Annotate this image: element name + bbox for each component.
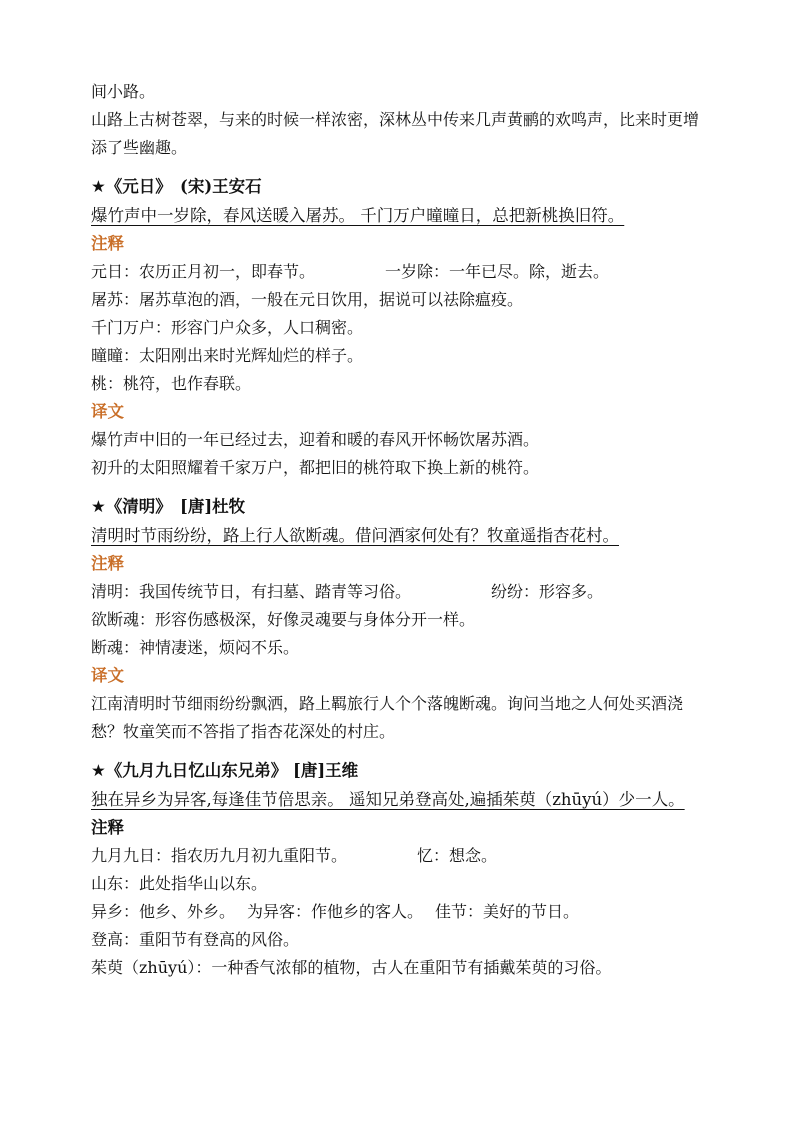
poem-text: 爆竹声中一岁除，春风送暖入屠苏。 千门万户曈曈日，总把新桃换旧符。 [91, 206, 625, 225]
poem-title [91, 756, 711, 786]
poem-title-text: 《清明》 [唐]杜牧 [105, 497, 246, 516]
note-line: 茱萸（zhūyú）：一种香气浓郁的植物，古人在重阳节有插戴茱萸的习俗。 [91, 958, 612, 977]
notes-heading: 注释 [91, 554, 124, 573]
poem-title-text: 《九月九日忆山东兄弟》 [唐]王维 [105, 761, 359, 780]
translation-heading: 译文 [91, 402, 124, 421]
translation-line: 江南清明时节细雨纷纷飘洒，路上羁旅行人个个落魄断魂。询问当地之人何处买酒浇愁？牧童笑而不答指了指杏花深处的村庄。 [91, 694, 684, 741]
poem-text: 清明时节雨纷纷，路上行人欲断魂。借问酒家何处有？牧童遥指杏花村。 [91, 526, 619, 545]
note-line: 千门万户：形容门户众多，人口稠密。 [91, 318, 364, 337]
star-icon: ★ [91, 761, 106, 780]
note-line: 屠苏：屠苏草泡的酒，一般在元日饮用，据说可以祛除瘟疫。 [91, 290, 524, 309]
note-line: 曈曈：太阳刚出来时光辉灿烂的样子。 [91, 346, 364, 365]
note: 纷纷：形容多。 [491, 582, 604, 601]
poem-title-text: 《元日》 (宋)王安石 [105, 177, 262, 196]
star-icon: ★ [91, 497, 106, 516]
note-line: 桃：桃符，也作春联。 [91, 374, 252, 393]
translation-line: 爆竹声中旧的一年已经过去，迎着和暖的春风开怀畅饮屠苏酒。 [91, 430, 540, 449]
notes-heading: 注释 [91, 234, 124, 253]
poem-title [91, 492, 711, 522]
note-line [91, 842, 711, 870]
note: 一岁除：一年已尽。除，逝去。 [385, 262, 610, 281]
translation-heading: 译文 [91, 666, 124, 685]
note: 佳节：美好的节日。 [435, 902, 580, 921]
poem-title [91, 172, 711, 202]
note-line: 登高：重阳节有登高的风俗。 [91, 930, 300, 949]
note: 元日：农历正月初一，即春节。 [91, 262, 316, 281]
note: 九月九日：指农历九月初九重阳节。 [91, 846, 348, 865]
note: 忆：想念。 [417, 846, 498, 865]
note-line: 欲断魂：形容伤感极深，好像灵魂要与身体分开一样。 [91, 610, 476, 629]
note-line [91, 898, 711, 926]
note: 清明：我国传统节日，有扫墓、踏青等习俗。 [91, 582, 412, 601]
star-icon: ★ [91, 177, 106, 196]
note: 为异客：作他乡的客人。 [247, 902, 424, 921]
note-line: 山东：此处指华山以东。 [91, 874, 268, 893]
notes-heading: 注释 [91, 818, 124, 837]
translation-line: 初升的太阳照耀着千家万户，都把旧的桃符取下换上新的桃符。 [91, 458, 540, 477]
note-line: 断魂：神情凄迷，烦闷不乐。 [91, 638, 300, 657]
intro-line: 间小路。 [91, 82, 156, 101]
note: 异乡：他乡、外乡。 [91, 902, 236, 921]
intro-line: 山路上古树苍翠，与来的时候一样浓密，深林丛中传来几声黄鹂的欢鸣声，比来时更增添了些幽趣。 [91, 110, 700, 157]
document-page [91, 78, 711, 982]
poem-text: 独在异乡为异客,每逢佳节倍思亲。 遥知兄弟登高处,遍插茱萸（zhūyú）少一人。 [91, 790, 685, 809]
note-line [91, 258, 711, 286]
note-line [91, 578, 711, 606]
